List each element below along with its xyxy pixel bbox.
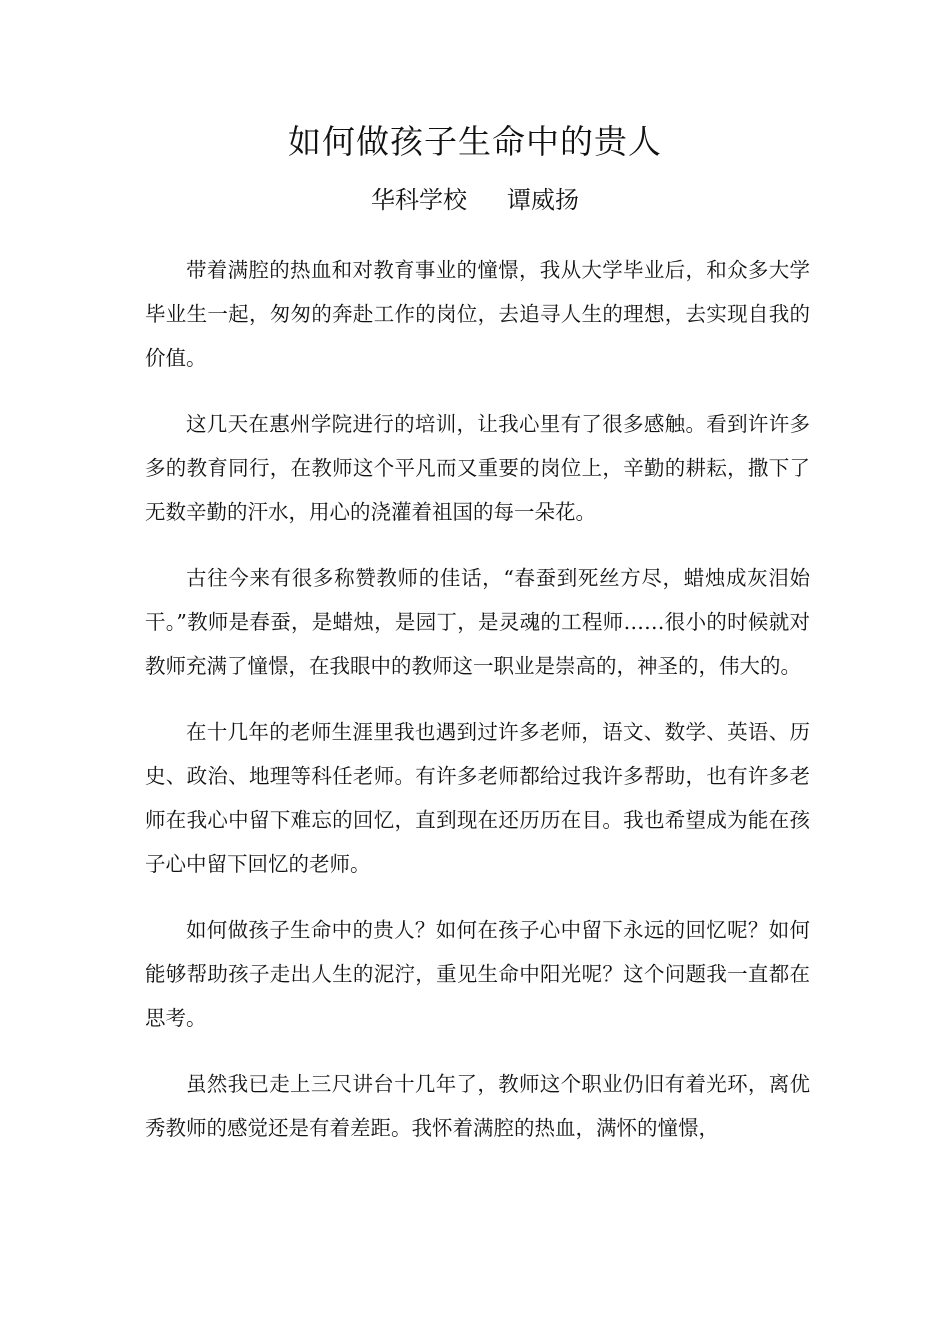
paragraph: 带着满腔的热血和对教育事业的憧憬，我从大学毕业后，和众多大学毕业生一起，匆匆的奔赴工作的岗位，去追寻人生的理想，去实现自我的价值。	[145, 258, 810, 370]
byline-school: 华科学校	[371, 186, 467, 214]
byline-author: 谭威扬	[507, 186, 579, 214]
document-body	[145, 248, 810, 1172]
paragraph: 古往今来有很多称赞教师的佳话，“春蚕到死丝方尽，蜡烛成灰泪始干。”教师是春蚕，是蜡烛，是园丁，是灵魂的工程师……很小的时候就对教师充满了憧憬，在我眼中的教师这一职业是崇高的，神圣的，伟大的。	[145, 566, 810, 678]
paragraph: 如何做孩子生命中的贵人？如何在孩子心中留下永远的回忆呢？如何能够帮助孩子走出人生的泥泞，重见生命中阳光呢？这个问题我一直都在思考。	[145, 918, 810, 1030]
paragraph: 在十几年的老师生涯里我也遇到过许多老师，语文、数学、英语、历史、政治、地理等科任老师。有许多老师都给过我许多帮助，也有许多老师在我心中留下难忘的回忆，直到现在还历历在目。我也希望成为能在孩子心中留下回忆的老师。	[145, 720, 810, 876]
paragraph: 虽然我已走上三尺讲台十几年了，教师这个职业仍旧有着光环，离优秀教师的感觉还是有着差距。我怀着满腔的热血，满怀的憧憬，	[145, 1072, 810, 1140]
paragraph: 这几天在惠州学院进行的培训，让我心里有了很多感触。看到许许多多的教育同行，在教师这个平凡而又重要的岗位上，辛勤的耕耘，撒下了无数辛勤的汗水，用心的浇灌着祖国的每一朵花。	[145, 412, 810, 524]
document-title: 如何做孩子生命中的贵人	[288, 122, 662, 161]
byline	[0, 176, 950, 224]
